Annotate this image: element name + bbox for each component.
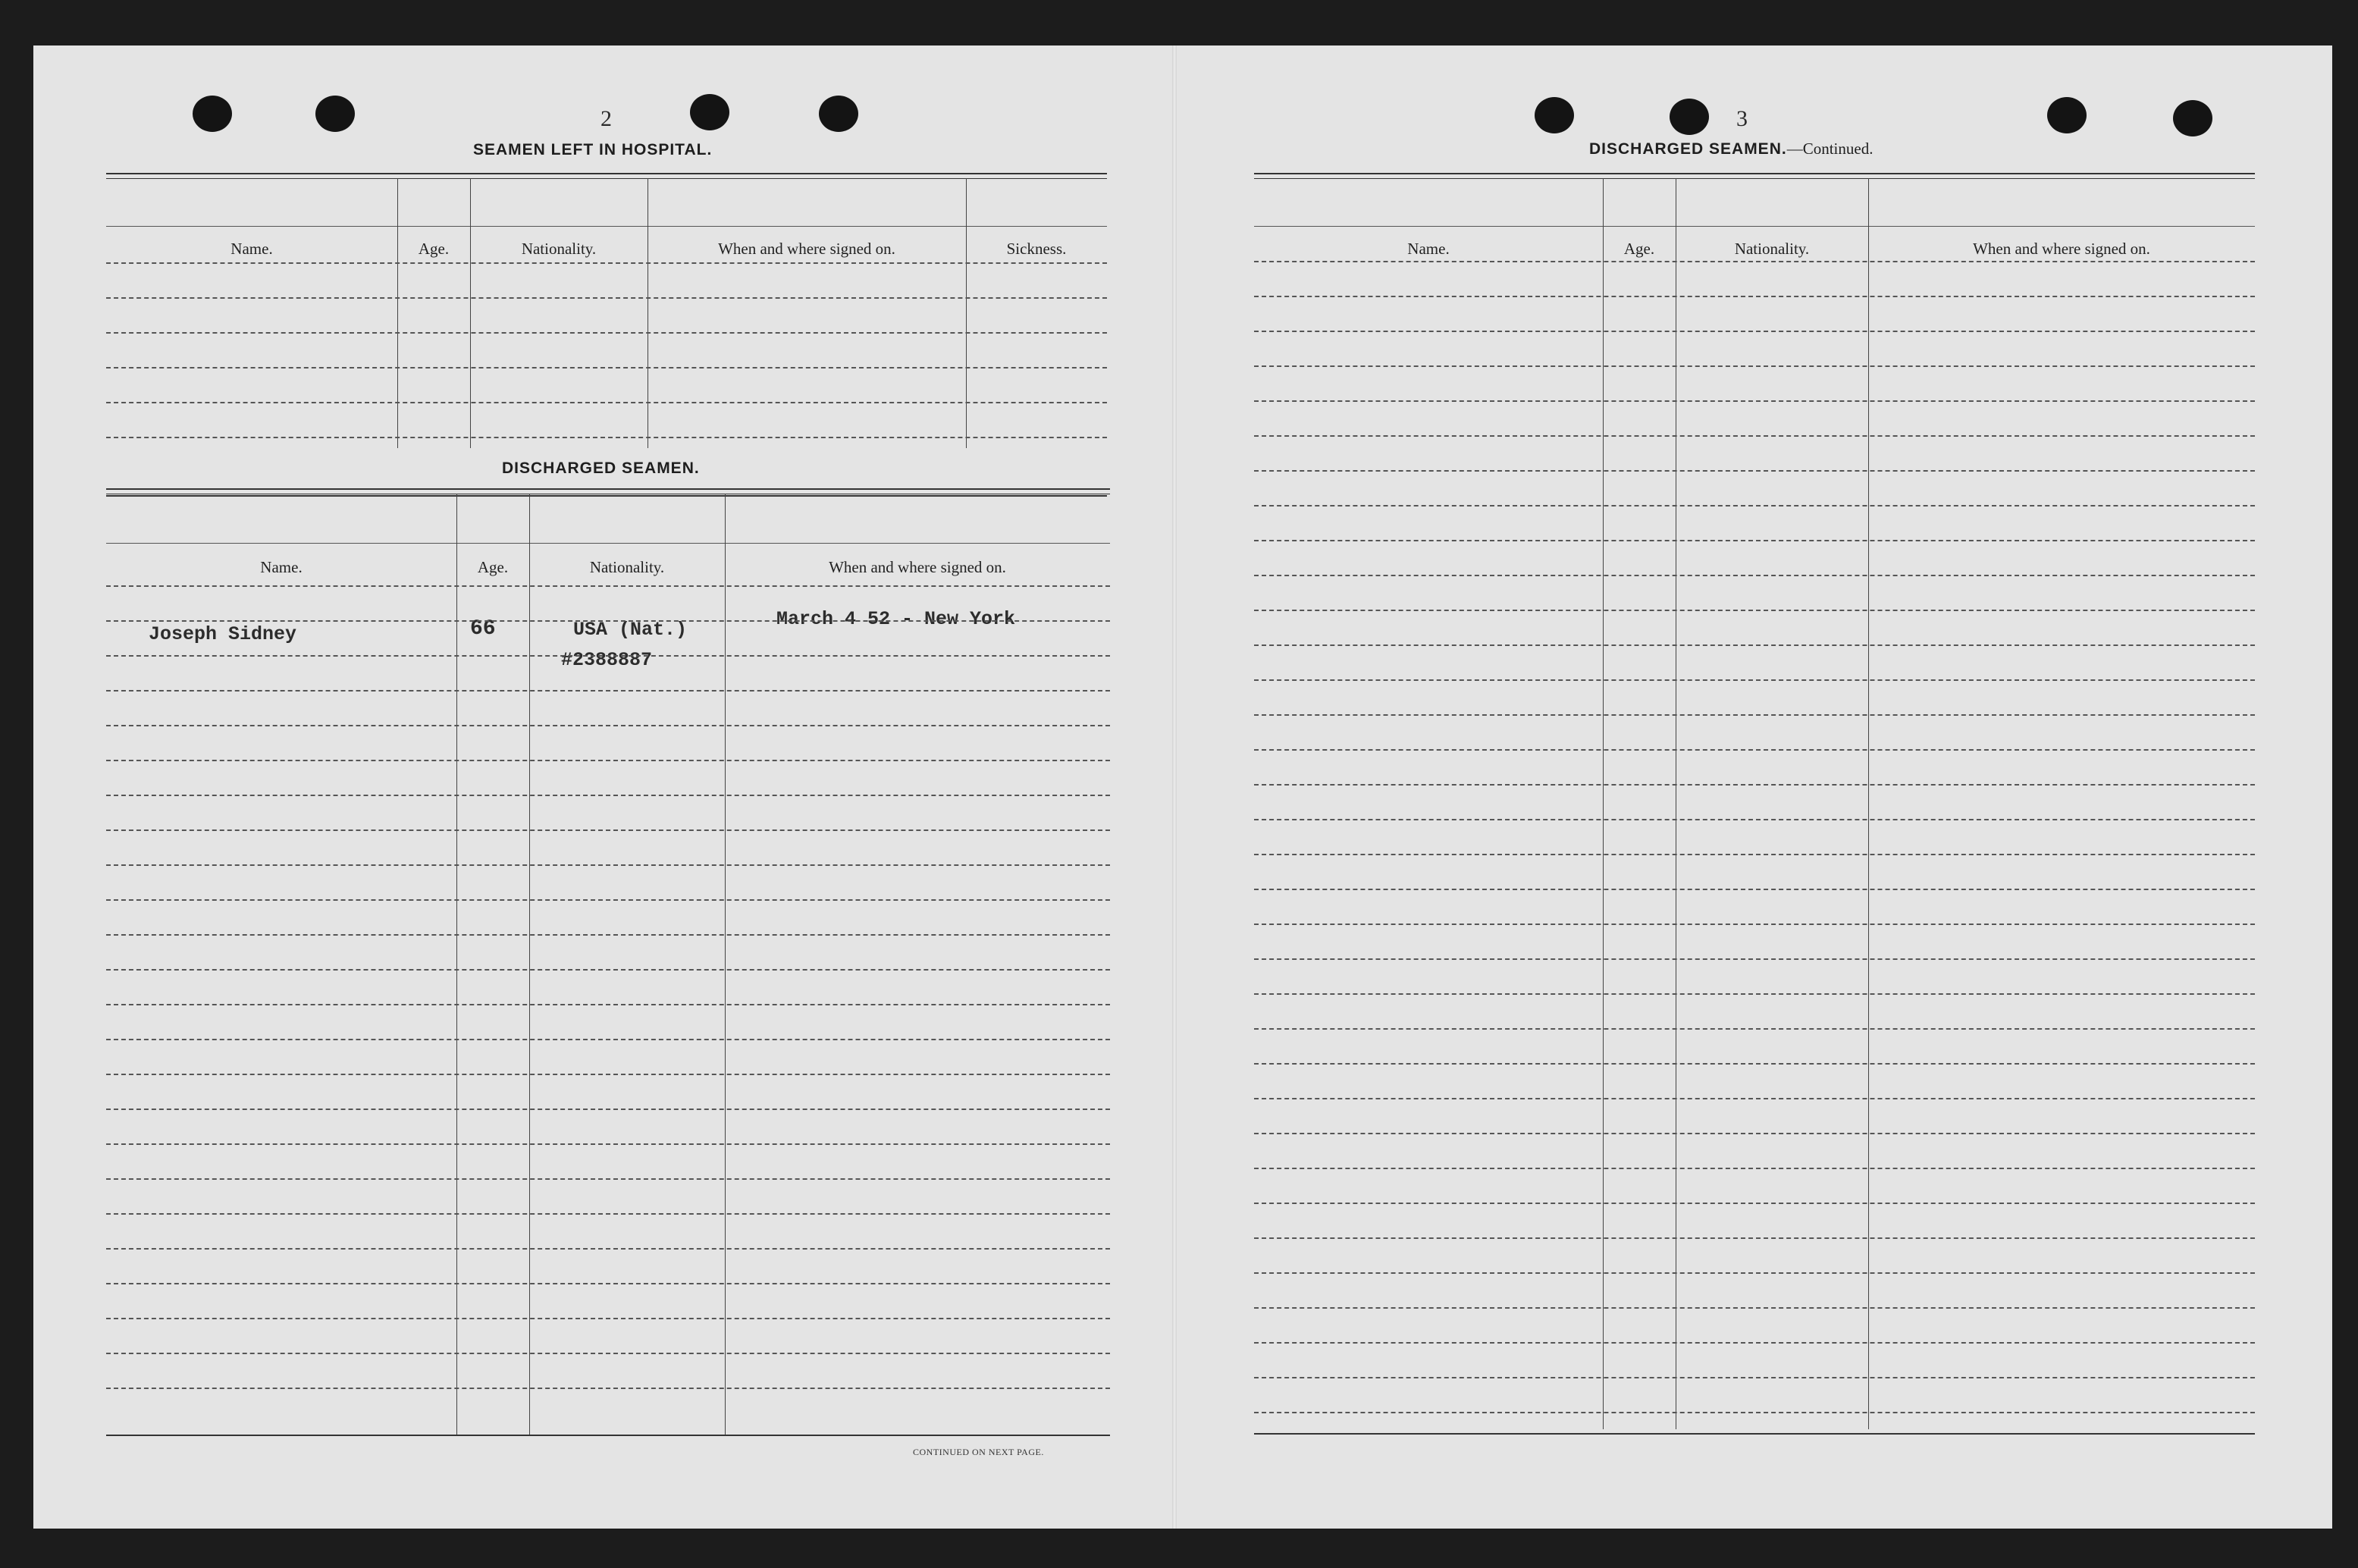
ruled-line bbox=[106, 969, 1110, 971]
right-page bbox=[1177, 45, 2332, 1529]
column-header-name: Name. bbox=[1407, 240, 1450, 258]
ruled-line bbox=[1254, 610, 2255, 611]
column-header-signed-on: When and where signed on. bbox=[1973, 240, 2150, 258]
ledger-paper bbox=[33, 45, 2332, 1529]
ruled-line bbox=[106, 1213, 1110, 1215]
seaman-age: 66 bbox=[470, 617, 496, 641]
ruled-line bbox=[1254, 331, 2255, 332]
ruled-line bbox=[106, 367, 1107, 368]
ruled-line bbox=[106, 899, 1110, 901]
ruled-line bbox=[106, 725, 1110, 726]
ruled-line bbox=[106, 1039, 1110, 1040]
ruled-line bbox=[106, 795, 1110, 796]
column-header-nationality: Nationality. bbox=[589, 558, 665, 576]
column-header-signed-on: When and where signed on. bbox=[718, 240, 895, 258]
column-header-name: Name. bbox=[260, 558, 303, 576]
discharged-table bbox=[106, 488, 1110, 1451]
ruled-line bbox=[106, 1074, 1110, 1075]
ruled-line bbox=[1254, 714, 2255, 716]
ruled-line bbox=[106, 620, 1110, 622]
ruled-line bbox=[106, 402, 1107, 403]
ruled-line bbox=[1254, 958, 2255, 960]
column-header-sickness: Sickness. bbox=[1006, 240, 1067, 258]
column-header-age: Age. bbox=[1623, 240, 1655, 258]
ruled-line bbox=[1254, 261, 2255, 262]
ruled-line bbox=[106, 1178, 1110, 1180]
ruled-line bbox=[106, 760, 1110, 761]
ruled-line bbox=[106, 829, 1110, 831]
ruled-line bbox=[1254, 470, 2255, 472]
ruled-line bbox=[1254, 784, 2255, 786]
hospital-table bbox=[106, 173, 1107, 500]
ruled-line bbox=[106, 262, 1107, 264]
ruled-line bbox=[1254, 644, 2255, 646]
ruled-line bbox=[1254, 1237, 2255, 1239]
ruled-line bbox=[1254, 819, 2255, 820]
ruled-line bbox=[1254, 296, 2255, 297]
section-title-text: DISCHARGED SEAMEN. bbox=[1589, 140, 1787, 158]
seaman-certificate-number: #2388887 bbox=[561, 649, 653, 671]
ruled-line bbox=[106, 1318, 1110, 1319]
ruled-line bbox=[106, 297, 1107, 299]
ruled-line bbox=[106, 864, 1110, 866]
ruled-line bbox=[1254, 1412, 2255, 1413]
seaman-signed-on: March 4 52 - New York bbox=[776, 608, 1016, 630]
column-header-age: Age. bbox=[418, 240, 450, 258]
ruled-line bbox=[106, 655, 1110, 657]
column-header-nationality: Nationality. bbox=[1734, 240, 1810, 258]
ruled-line bbox=[106, 1143, 1110, 1145]
ruled-line bbox=[106, 1109, 1110, 1110]
ruled-line bbox=[106, 332, 1107, 334]
section-title-suffix: —Continued. bbox=[1786, 140, 1874, 158]
page-number: 2 bbox=[600, 106, 612, 131]
ruled-line bbox=[106, 934, 1110, 936]
ruled-line bbox=[1254, 1377, 2255, 1378]
ruled-line bbox=[1254, 854, 2255, 855]
ruled-line bbox=[1254, 889, 2255, 890]
ruled-line bbox=[1254, 679, 2255, 681]
continued-note: CONTINUED ON NEXT PAGE. bbox=[913, 1447, 1044, 1457]
ruled-line bbox=[1254, 993, 2255, 995]
ruled-line bbox=[1254, 1307, 2255, 1309]
ruled-line bbox=[1254, 540, 2255, 541]
ruled-line bbox=[1254, 1133, 2255, 1134]
seaman-nationality: USA (Nat.) bbox=[573, 619, 688, 641]
column-header-signed-on: When and where signed on. bbox=[829, 558, 1006, 576]
ruled-line bbox=[1254, 1168, 2255, 1169]
hospital-section-title: SEAMEN LEFT IN HOSPITAL. bbox=[473, 141, 713, 158]
ruled-line bbox=[1254, 1272, 2255, 1274]
column-header-name: Name. bbox=[230, 240, 273, 258]
ruled-line bbox=[106, 437, 1107, 438]
ruled-line bbox=[1254, 1063, 2255, 1065]
column-header-nationality: Nationality. bbox=[521, 240, 597, 258]
ruled-line bbox=[1254, 505, 2255, 506]
ruled-line bbox=[1254, 575, 2255, 576]
ruled-line bbox=[106, 1283, 1110, 1284]
ruled-line bbox=[1254, 1342, 2255, 1344]
seaman-name: Joseph Sidney bbox=[149, 623, 297, 645]
ruled-line bbox=[1254, 1098, 2255, 1099]
ruled-line bbox=[106, 1004, 1110, 1005]
ruled-line bbox=[1254, 400, 2255, 402]
ruled-line bbox=[1254, 924, 2255, 925]
ruled-line bbox=[106, 690, 1110, 691]
ruled-line bbox=[106, 1388, 1110, 1389]
discharged-continued-table bbox=[1254, 173, 2255, 1454]
ruled-line bbox=[1254, 435, 2255, 437]
discharged-section-title: DISCHARGED SEAMEN. bbox=[502, 459, 700, 477]
ruled-line bbox=[1254, 1203, 2255, 1204]
left-page bbox=[33, 45, 1172, 1529]
discharged-continued-title bbox=[1589, 140, 1873, 158]
ruled-line bbox=[1254, 749, 2255, 751]
ruled-line bbox=[1254, 1028, 2255, 1030]
ruled-line bbox=[1254, 365, 2255, 367]
ruled-line bbox=[106, 1248, 1110, 1250]
ruled-line bbox=[106, 1353, 1110, 1354]
page-number: 3 bbox=[1736, 106, 1748, 131]
column-header-age: Age. bbox=[477, 558, 509, 576]
ruled-line bbox=[106, 585, 1110, 587]
